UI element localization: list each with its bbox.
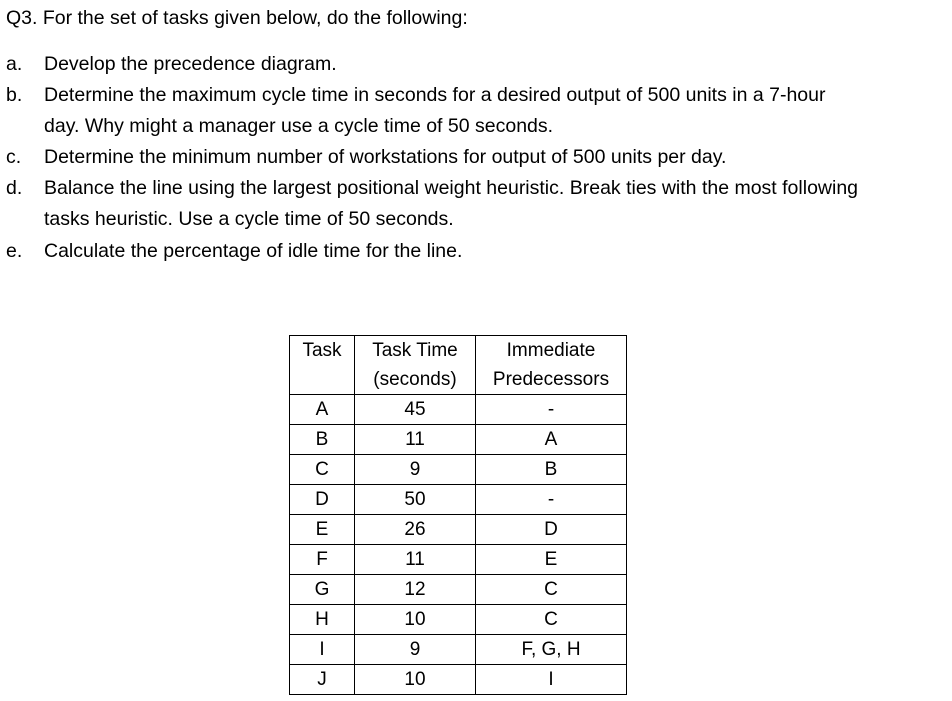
table-row: [290, 545, 627, 575]
item-line: day. Why might a manager use a cycle time of 50 seconds.: [44, 115, 554, 137]
cell-task: I: [290, 635, 355, 665]
cell-task: A: [290, 395, 355, 425]
cell-task: J: [290, 665, 355, 695]
cell-pred: F, G, H: [476, 635, 627, 665]
cell-task: C: [290, 455, 355, 485]
cell-task: E: [290, 515, 355, 545]
item-marker: d.: [6, 177, 23, 199]
cell-task: F: [290, 545, 355, 575]
cell-time: 50: [355, 485, 476, 515]
item-text: [44, 80, 825, 142]
header-task-time: [355, 336, 476, 395]
item-text: [44, 49, 337, 80]
cell-task: D: [290, 485, 355, 515]
table-header-row: [290, 336, 627, 395]
task-table: [289, 335, 627, 695]
table-row: [290, 425, 627, 455]
cell-task: G: [290, 575, 355, 605]
item-line: Determine the minimum number of workstations for output of 500 units per day.: [44, 146, 727, 168]
header-pred-line2: Predecessors: [492, 369, 610, 390]
header-predecessors: [476, 336, 627, 395]
item-text: [44, 236, 462, 267]
table-row: [290, 665, 627, 695]
table-row: [290, 395, 627, 425]
table-row: [290, 515, 627, 545]
table-row: [290, 635, 627, 665]
cell-pred: B: [476, 455, 627, 485]
item-line: Develop the precedence diagram.: [44, 53, 337, 75]
cell-pred: A: [476, 425, 627, 455]
item-text: [44, 142, 726, 173]
cell-time: 26: [355, 515, 476, 545]
cell-pred: -: [476, 485, 627, 515]
item-marker: a.: [6, 53, 23, 75]
item-marker: c.: [6, 146, 22, 168]
item-marker: b.: [6, 84, 23, 106]
table-row: [290, 485, 627, 515]
table-row: [290, 455, 627, 485]
item-line: Determine the maximum cycle time in seconds for a desired output of 500 units in a 7-hour: [44, 84, 826, 106]
cell-time: 9: [355, 635, 476, 665]
cell-pred: C: [476, 575, 627, 605]
item-line: Balance the line using the largest positional weight heuristic. Break ties with the most following: [44, 177, 859, 199]
question-title: Q3. For the set of tasks given below, do the following:: [6, 7, 468, 29]
header-time-line2: (seconds): [373, 369, 457, 390]
cell-pred: -: [476, 395, 627, 425]
item-line: tasks heuristic. Use a cycle time of 50 seconds.: [44, 208, 454, 230]
cell-task: H: [290, 605, 355, 635]
cell-pred: E: [476, 545, 627, 575]
table-row: [290, 575, 627, 605]
header-task-label: Task: [302, 340, 342, 361]
header-task: [290, 336, 355, 395]
item-marker: e.: [6, 240, 23, 262]
table-row: [290, 605, 627, 635]
header-pred-line1: Immediate: [506, 340, 596, 361]
cell-time: 12: [355, 575, 476, 605]
cell-time: 45: [355, 395, 476, 425]
item-line: Calculate the percentage of idle time for the line.: [44, 240, 463, 262]
cell-time: 11: [355, 425, 476, 455]
cell-time: 10: [355, 665, 476, 695]
cell-time: 10: [355, 605, 476, 635]
cell-pred: C: [476, 605, 627, 635]
cell-time: 9: [355, 455, 476, 485]
cell-task: B: [290, 425, 355, 455]
item-text: [44, 173, 858, 235]
header-time-line1: Task Time: [372, 340, 458, 361]
cell-time: 11: [355, 545, 476, 575]
cell-pred: I: [476, 665, 627, 695]
cell-pred: D: [476, 515, 627, 545]
